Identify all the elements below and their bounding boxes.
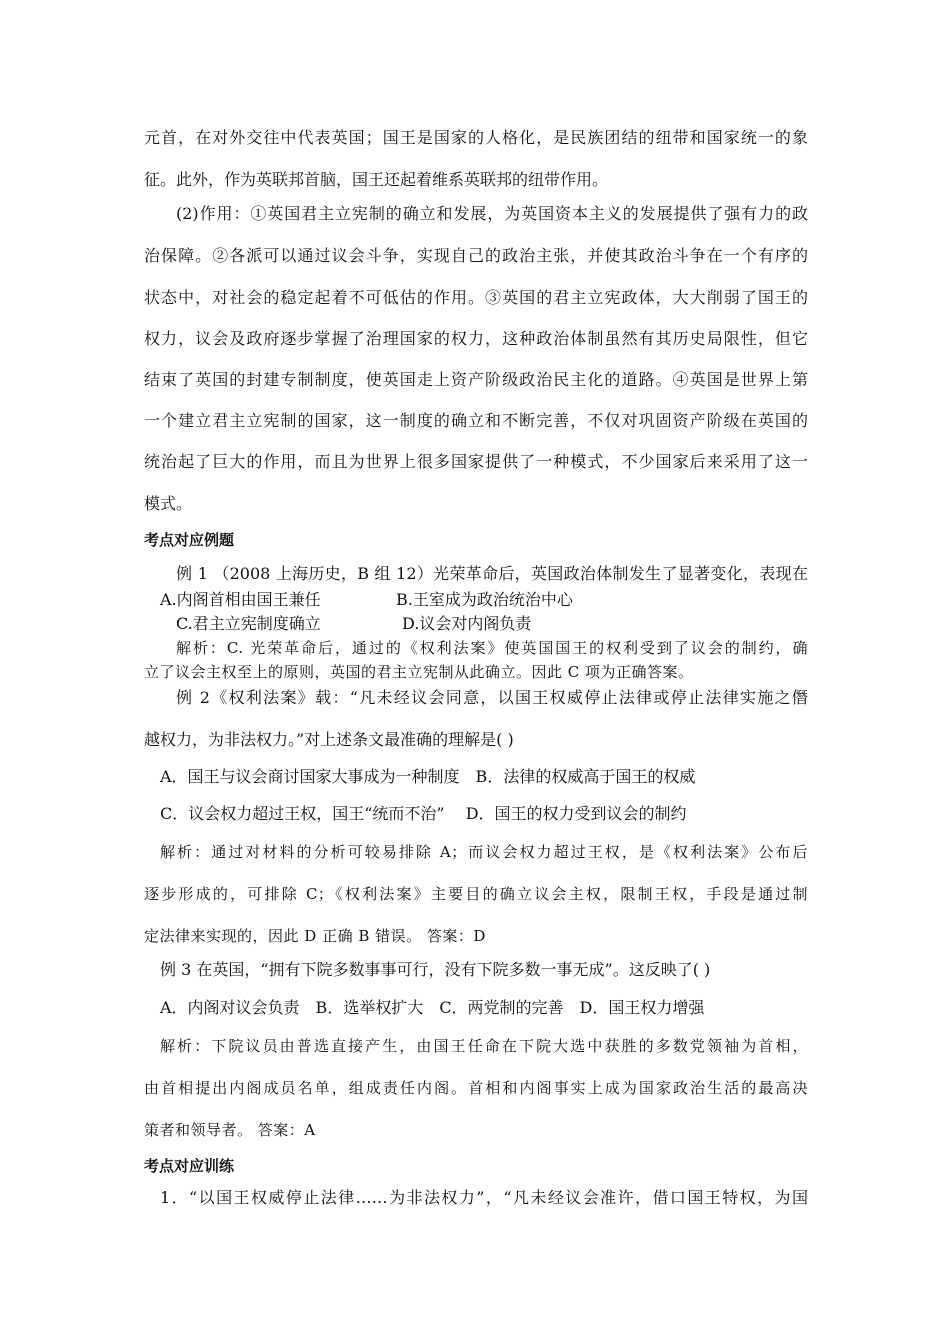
example-stem: 例 3 在英国，“拥有下院多数事事可行，没有下院多数一事无成”。这反映了( ) bbox=[160, 960, 711, 979]
analysis-line: 解析：C. 光荣革命后，通过的《权利法案》使英国国王的权利受到了议会的制约，确 bbox=[176, 639, 808, 657]
paragraph-line: 一个建立君主立宪制的国家，这一制度的确立和不断完善，不仅对巩固资产阶级在英国的 bbox=[144, 411, 808, 430]
example-stem: 例 1 （2008 上海历史，B 组 12）光荣革命后，英国政治体制发生了显著变化，表现在 bbox=[176, 564, 808, 583]
section-heading: 考点对应训练 bbox=[144, 1157, 235, 1175]
analysis-line: 解析：下院议员由普选直接产生，由国王任命在下院大选中获胜的多数党领袖为首相， bbox=[160, 1037, 808, 1055]
paragraph-line: 统治起了巨大的作用，而且为世界上很多国家提供了一种模式，不少国家后来采用了这一 bbox=[144, 452, 808, 471]
paragraph-line: 治保障。②各派可以通过议会斗争，实现自己的政治主张，并使其政治斗争在一个有序的 bbox=[144, 246, 808, 265]
example-stem: 例 2《权利法案》载：“凡未经议会同意，以国王权威停止法律或停止法律实施之僭 bbox=[176, 688, 808, 707]
paragraph-line: 模式。 bbox=[144, 494, 193, 513]
option-a: A.内阁首相由国王兼任 bbox=[160, 590, 321, 609]
paragraph-line: 元首，在对外交往中代表英国；国王是国家的人格化，是民族团结的纽带和国家统一的象 bbox=[144, 128, 808, 147]
option-d: D.议会对内阁负责 bbox=[402, 614, 532, 633]
option-c: C.君主立宪制度确立 bbox=[176, 614, 321, 633]
analysis-line: 解析：通过对材料的分析可较易排除 A；而议会权力超过王权，是《权利法案》公布后 bbox=[160, 843, 808, 861]
example-stem: 越权力，为非法权力。”对上述条文最准确的理解是( ) bbox=[144, 730, 514, 749]
paragraph-line: 状态中，对社会的稳定起着不可低估的作用。③英国的君主立宪政体，大大削弱了国王的 bbox=[144, 288, 808, 307]
section-heading: 考点对应例题 bbox=[144, 531, 235, 549]
analysis-line: 定法律来实现的，因此 D 正确 B 错误。 答案：D bbox=[144, 927, 486, 945]
analysis-line: 由首相提出内阁成员名单，组成责任内阁。首相和内阁事实上成为国家政治生活的最高决 bbox=[144, 1079, 808, 1097]
paragraph-line: 结束了英国的封建专制制度，使英国走上资产阶级政治民主化的道路。④英国是世界上第 bbox=[144, 370, 808, 389]
paragraph-line: (2)作用：①英国君主立宪制的确立和发展，为英国资本主义的发展提供了强有力的政 bbox=[176, 204, 808, 223]
options-line: A．国王与议会商讨国家大事成为一种制度 B．法律的权威高于国王的权威 bbox=[160, 767, 696, 786]
analysis-line: 逐步形成的，可排除 C；《权利法案》主要目的确立议会主权，限制王权，手段是通过制 bbox=[144, 885, 808, 903]
options-line: A．内阁对议会负责 B．选举权扩大 C．两党制的完善 D．国王权力增强 bbox=[160, 998, 705, 1017]
analysis-line: 策者和领导者。 答案：A bbox=[144, 1121, 316, 1139]
training-question: 1．“以国王权威停止法律……为非法权力”，“凡未经议会准许，借口国王特权，为国 bbox=[160, 1188, 808, 1207]
options-line: C．议会权力超过王权，国王“统而不治” D．国王的权力受到议会的制约 bbox=[160, 804, 687, 823]
paragraph-line: 权力，议会及政府逐步掌握了治理国家的权力，这种政治体制虽然有其历史局限性，但它 bbox=[144, 329, 808, 348]
paragraph-line: 征。此外，作为英联邦首脑，国王还起着维系英联邦的纽带作用。 bbox=[144, 170, 609, 189]
option-b: B.王室成为政治统治中心 bbox=[396, 590, 573, 609]
analysis-line: 立了议会主权至上的原则，英国的君主立宪制从此确立。因此 C 项为正确答案。 bbox=[144, 663, 694, 681]
